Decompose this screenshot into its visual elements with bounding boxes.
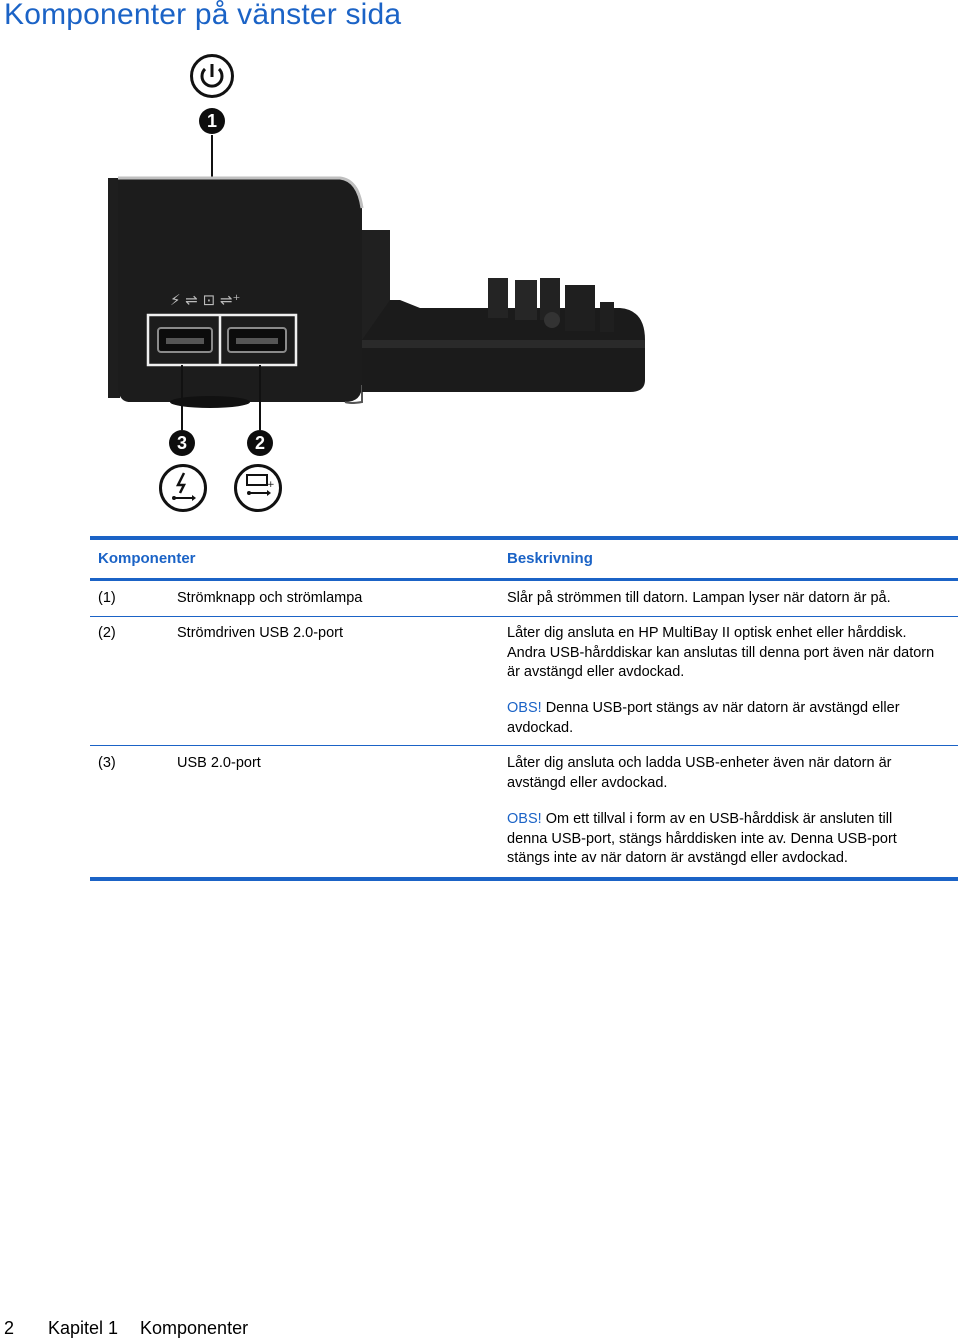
powered-usb-icon (234, 464, 282, 512)
row-2-description (507, 624, 957, 683)
footer-chapter: Kapitel 1 (48, 1318, 119, 1338)
table-top-rule (90, 536, 958, 540)
row-1-divider (90, 616, 958, 617)
callout-3-badge: 3 (169, 430, 195, 456)
power-icon (190, 54, 234, 98)
row-3-note-line: stängs inte av när datorn är avstängd eller avdockad. (507, 850, 848, 866)
row-1-description: Slår på strömmen till datorn. Lampan lyser när datorn är på. (507, 590, 891, 606)
row-2-description-line: Andra USB-hårddiskar kan anslutas till denna port även när datorn (507, 644, 935, 661)
callout-1-badge: 1 (199, 108, 225, 134)
row-3-component: USB 2.0-port (177, 755, 261, 771)
svg-text:⚡ ⇌ ⊡ ⇌⁺: ⚡ ⇌ ⊡ ⇌⁺ (170, 291, 241, 309)
svg-text:+: + (267, 480, 275, 490)
row-3-description-line: avstängd eller avdockad. (507, 774, 668, 791)
row-2-note-line (507, 699, 957, 719)
row-3-note-text: Om ett tillval i form av en USB-hårddisk är ansluten till (545, 811, 893, 827)
table-header-beskrivning: Beskrivning (507, 550, 593, 567)
row-3-note-line (507, 810, 957, 830)
footer-section: Komponenter (140, 1318, 249, 1338)
docking-station-figure (100, 40, 660, 520)
table-header-komponenter: Komponenter (98, 550, 196, 567)
obs-label: OBS! (507, 700, 542, 716)
row-2-note-text: Denna USB-port stängs av när datorn är avstängd eller (545, 700, 900, 716)
row-3-number: (3) (98, 755, 116, 771)
row-2-component: Strömdriven USB 2.0-port (177, 625, 344, 641)
row-3-note (507, 810, 957, 869)
row-2-note-line: avdockad. (507, 719, 574, 736)
page-number: 2 (4, 1318, 15, 1338)
obs-label: OBS! (507, 811, 542, 827)
table-bottom-rule (90, 877, 958, 881)
row-1-component: Strömknapp och strömlampa (177, 590, 363, 606)
callout-2-badge: 2 (247, 430, 273, 456)
row-2-description-line: Låter dig ansluta en HP MultiBay II optisk enhet eller hårddisk. (507, 625, 907, 641)
row-2-number: (2) (98, 625, 116, 641)
row-3-note-line: denna USB-port, stängs hårddisken inte av. Denna USB-port (507, 830, 897, 847)
row-2-description-line: är avstängd eller avdockad. (507, 664, 685, 680)
row-2-note (507, 699, 957, 738)
row-1-number: (1) (98, 590, 116, 606)
row-3-description-line: Låter dig ansluta och ladda USB-enheter även när datorn är (507, 755, 892, 771)
page-title: Komponenter på vänster sida (4, 0, 402, 31)
table-header-rule (90, 578, 958, 581)
row-3-description (507, 754, 957, 793)
charge-usb-icon (159, 464, 207, 512)
row-2-divider (90, 745, 958, 746)
